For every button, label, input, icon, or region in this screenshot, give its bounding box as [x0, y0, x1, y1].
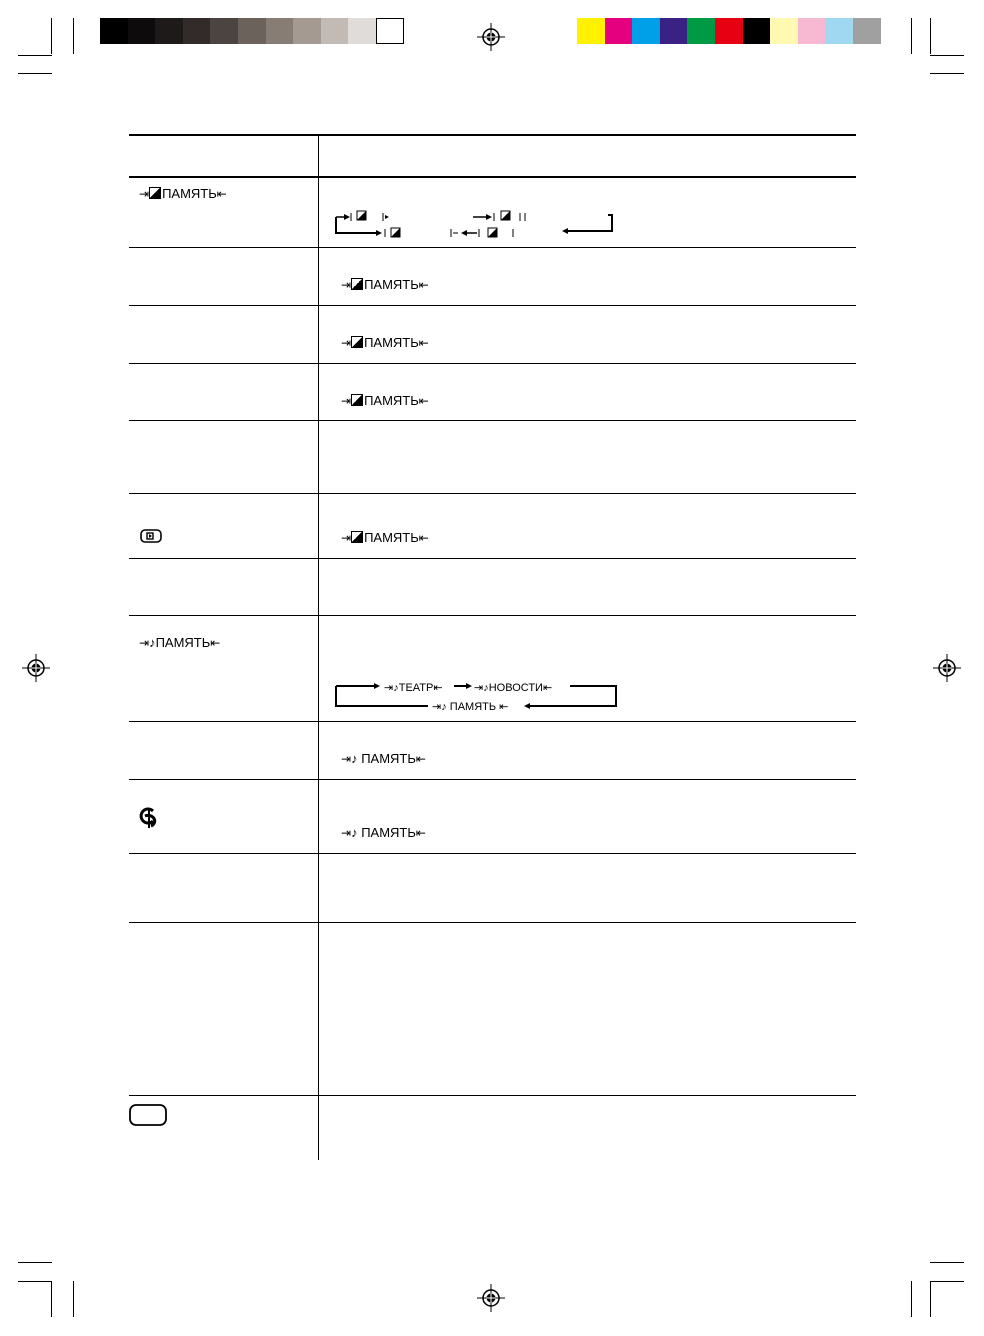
row-divider: [129, 1095, 856, 1096]
blank-button-icon: [129, 1104, 167, 1126]
picture-mode-icon: [351, 336, 363, 348]
sound-memory-label: [139, 636, 220, 650]
note-icon: ♪: [351, 825, 358, 840]
exit-bracket-icon: ⇤: [418, 531, 429, 545]
crop-mark: [930, 55, 964, 56]
color-swatch: [605, 18, 633, 44]
crop-mark: [18, 55, 52, 56]
color-swatch: [853, 18, 881, 44]
crop-mark: [73, 1281, 74, 1317]
crop-mark: [911, 1281, 912, 1317]
color-swatch: [183, 18, 211, 44]
memory-text: ПАМЯТЬ: [364, 393, 419, 408]
crop-mark: [51, 18, 52, 54]
theatre-text: ТЕАТР: [398, 682, 434, 694]
color-swatch: [266, 18, 294, 44]
crop-mark: [18, 1281, 52, 1282]
color-swatch: [743, 18, 771, 44]
crop-mark: [930, 1262, 964, 1263]
exit-bracket-icon: ⇤: [418, 336, 429, 350]
crop-mark: [930, 73, 964, 74]
color-swatch: [632, 18, 660, 44]
color-swatch: [210, 18, 238, 44]
color-swatch: [128, 18, 156, 44]
color-swatch: [100, 18, 128, 44]
row-divider: [129, 721, 856, 722]
crop-mark: [18, 73, 52, 74]
enter-bracket-icon: ⇥: [341, 336, 352, 350]
crop-mark: [930, 1281, 964, 1282]
table-top-rule: [129, 134, 856, 136]
memory-text: ПАМЯТЬ: [155, 635, 211, 650]
table-column-divider: [318, 134, 319, 1160]
registration-mark-icon: [477, 1284, 505, 1312]
color-swatch: [715, 18, 743, 44]
row-divider: [129, 853, 856, 854]
mode-indicator: [451, 228, 513, 237]
memory-text: ПАМЯТЬ: [364, 335, 419, 350]
picture-mode-icon: [351, 278, 363, 290]
color-swatch: [321, 18, 349, 44]
table-header-rule: [129, 176, 856, 178]
enter-bracket-icon: ⇥: [341, 752, 352, 766]
surround-icon: [138, 806, 160, 830]
row-divider: [129, 305, 856, 306]
enter-bracket-icon: ⇥: [139, 636, 150, 650]
color-swatch: [687, 18, 715, 44]
color-swatch: [660, 18, 688, 44]
enter-bracket-icon: ⇥: [139, 187, 150, 201]
row-divider: [129, 247, 856, 248]
picture-memory-caption: [341, 336, 429, 350]
color-swatch: [577, 18, 605, 44]
crop-mark: [51, 1281, 52, 1317]
registration-mark-icon: [22, 654, 50, 682]
row-divider: [129, 493, 856, 494]
widescreen-button-icon: [140, 529, 162, 543]
row-divider: [129, 363, 856, 364]
mode-indicator: [473, 211, 525, 221]
exit-bracket-icon: ⇤: [415, 752, 426, 766]
theatre-label: [384, 681, 443, 695]
enter-bracket-icon: ⇥: [384, 682, 394, 694]
memory-text: ПАМЯТЬ: [361, 825, 416, 840]
exit-bracket-icon: ⇤: [433, 682, 443, 694]
row-divider: [129, 615, 856, 616]
color-swatch: [155, 18, 183, 44]
enter-bracket-icon: ⇥: [341, 531, 352, 545]
memory-text: ПАМЯТЬ: [364, 530, 419, 545]
row-divider: [129, 779, 856, 780]
color-swatch: [770, 18, 798, 44]
enter-bracket-icon: ⇥: [474, 682, 484, 694]
enter-bracket-icon: ⇥: [341, 278, 352, 292]
note-icon: ♪: [393, 682, 399, 694]
row-divider: [129, 922, 856, 923]
note-icon: ♪: [149, 635, 156, 650]
color-swatch: [798, 18, 826, 44]
sound-memory-caption: [341, 752, 426, 766]
exit-bracket-icon: ⇤: [210, 636, 221, 650]
memory-text: ПАМЯТЬ: [364, 277, 419, 292]
exit-bracket-icon: ⇤: [216, 187, 227, 201]
enter-bracket-icon: ⇥: [341, 394, 352, 408]
note-icon: ♪: [483, 682, 489, 694]
picture-memory-caption: [341, 278, 429, 292]
news-text: НОВОСТИ: [488, 682, 543, 694]
color-swatch: [376, 18, 404, 44]
memory-text: ПАМЯТЬ: [361, 751, 416, 766]
enter-bracket-icon: ⇥: [341, 826, 352, 840]
exit-bracket-icon: ⇤: [542, 682, 553, 694]
picture-mode-icon: [351, 394, 363, 406]
news-label: [474, 681, 552, 695]
memory-text: ПАМЯТЬ: [449, 701, 497, 713]
registration-mark-icon: [933, 654, 961, 682]
color-swatch: [238, 18, 266, 44]
exit-bracket-icon: ⇤: [418, 394, 429, 408]
picture-memory-caption: [341, 531, 429, 545]
mode-indicator: [351, 211, 389, 221]
exit-bracket-icon: ⇤: [499, 701, 509, 713]
picture-mode-icon: [149, 187, 161, 199]
color-swatch: [348, 18, 376, 44]
registration-mark-icon: [477, 23, 505, 51]
sound-memory-diagram-label: [432, 700, 508, 714]
crop-mark: [911, 18, 912, 54]
sound-memory-caption: [341, 826, 426, 840]
color-swatch: [293, 18, 321, 44]
color-swatch: [825, 18, 853, 44]
picture-memory-caption: [341, 394, 429, 408]
crop-mark: [930, 18, 931, 54]
enter-bracket-icon: ⇥: [432, 701, 442, 713]
memory-text: ПАМЯТЬ: [162, 186, 217, 201]
exit-bracket-icon: ⇤: [415, 826, 426, 840]
picture-mode-cycle-diagram: [330, 205, 630, 241]
note-icon: ♪: [441, 701, 447, 713]
crop-mark: [930, 1281, 931, 1317]
exit-bracket-icon: ⇤: [418, 278, 429, 292]
row-divider: [129, 558, 856, 559]
picture-memory-label: [139, 187, 227, 201]
crop-mark: [73, 18, 74, 54]
picture-mode-icon: [351, 531, 363, 543]
row-divider: [129, 420, 856, 421]
crop-mark: [18, 1262, 52, 1263]
note-icon: ♪: [351, 751, 358, 766]
mode-indicator: [376, 228, 400, 237]
